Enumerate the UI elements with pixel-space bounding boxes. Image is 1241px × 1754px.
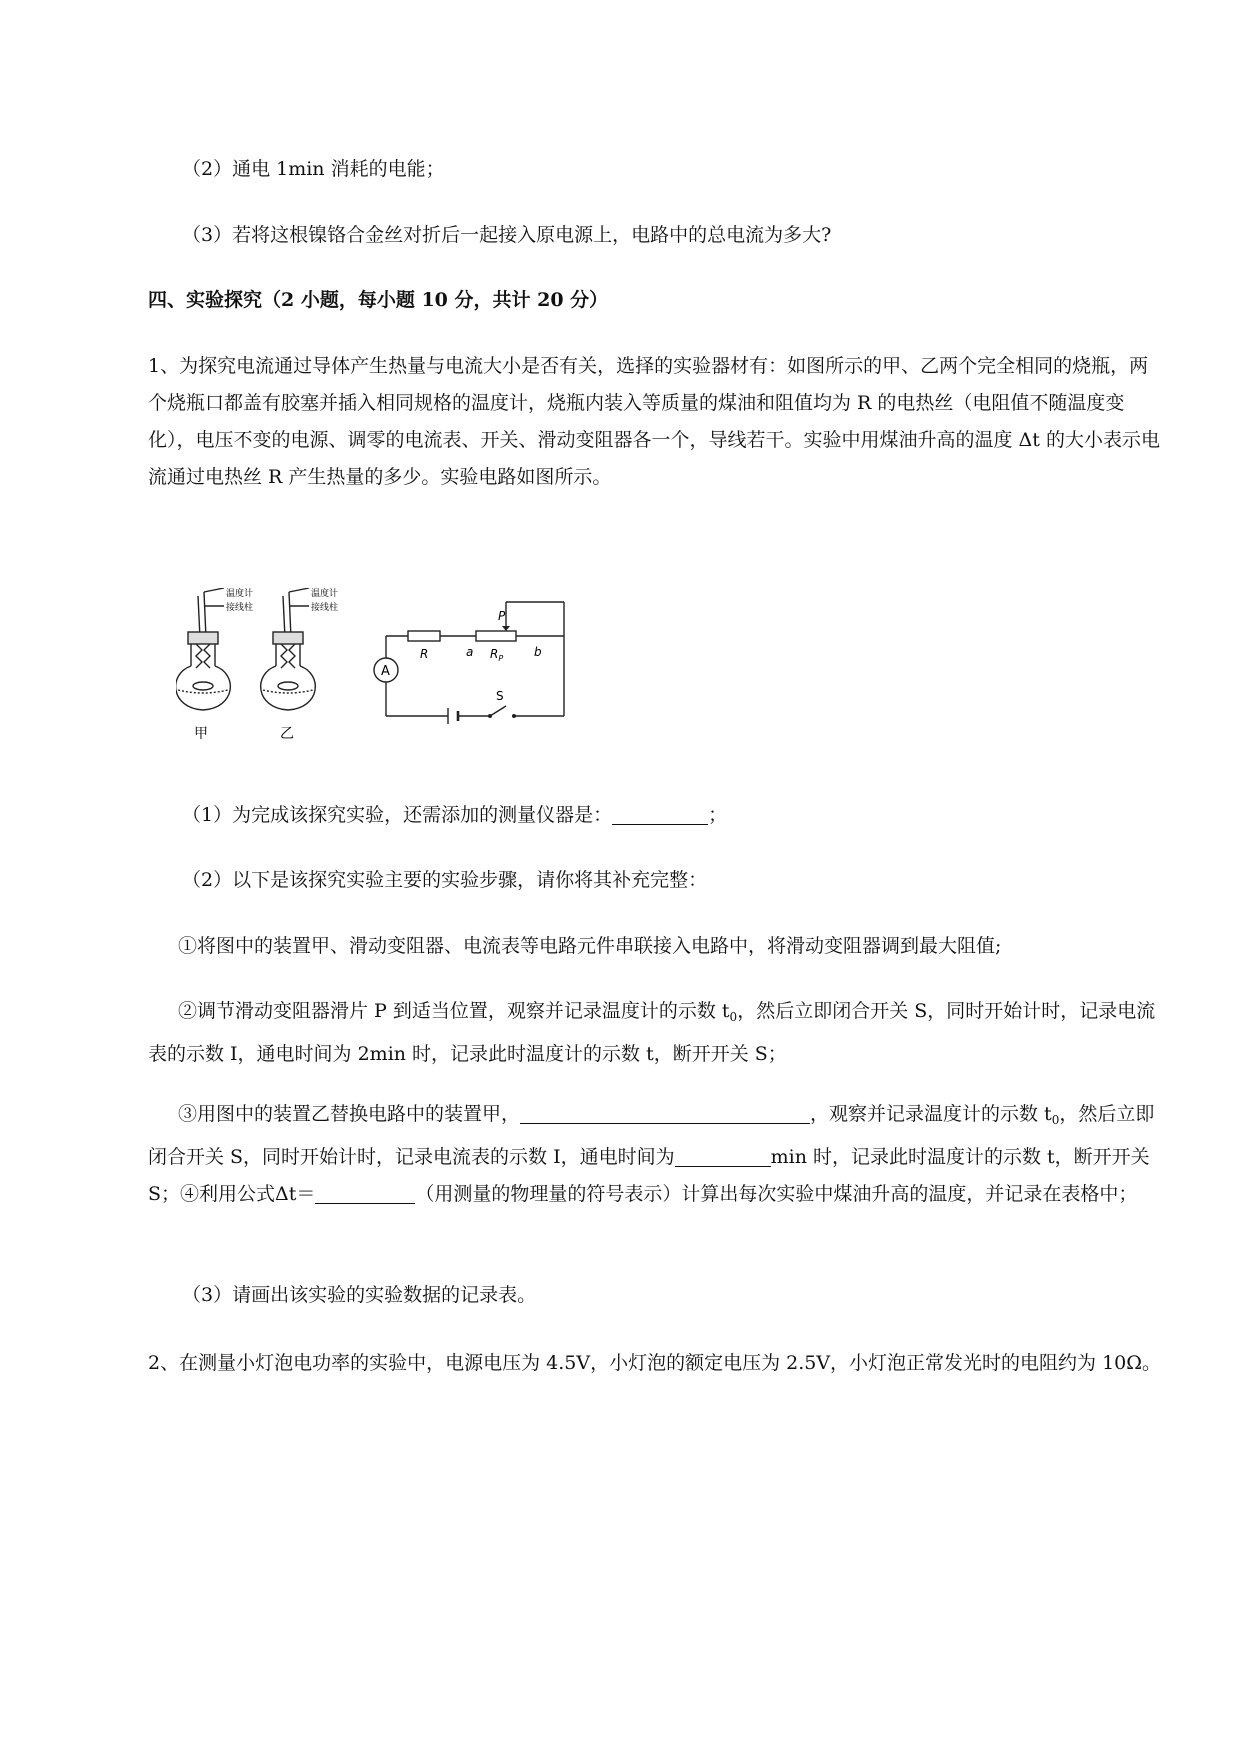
slider-arrow-icon — [502, 626, 510, 631]
resistor-label: R — [420, 647, 429, 661]
ammeter-label: A — [381, 664, 390, 679]
experiment-2-intro: 2、在测量小灯泡电功率的实验中，电源电压为 4.5V，小灯泡的额定电压为 2.5V，小灯泡正常发光时的电阻约为 10Ω。 — [148, 1352, 1162, 1374]
point-a-label: a — [466, 645, 474, 659]
flask-jia-icon — [176, 588, 230, 710]
switch-label: S — [496, 689, 504, 703]
experiment-step-1: ①将图中的装置甲、滑动变阻器、电流表等电路元件串联接入电路中，将滑动变阻器调到最大阻值; — [178, 935, 1002, 957]
slider-label: P — [498, 609, 506, 623]
rheostat-label: $R_P$ — [490, 647, 504, 663]
experiment-1-part-2: （2）以下是该探究实验主要的实验步骤，请你将其补充完整： — [182, 869, 708, 891]
question-part-2: （2）通电 1min 消耗的电能； — [182, 158, 445, 180]
experiment-1-part-3: （3）请画出该实验的实验数据的记录表。 — [182, 1284, 537, 1306]
answer-blank-formula[interactable] — [315, 1181, 415, 1204]
thermometer-label-yi: 温度计 — [311, 589, 339, 599]
experiment-1-part-1: （1）为完成该探究实验，还需添加的测量仪器是： ； — [182, 804, 728, 826]
answer-blank-step-3[interactable] — [520, 1101, 810, 1124]
answer-blank-instrument[interactable] — [612, 802, 708, 825]
switch-contact-icon — [512, 714, 516, 718]
rheostat-icon — [476, 631, 516, 641]
resistor-r-icon — [408, 631, 440, 641]
question-part-3: （3）若将这根镍铬合金丝对折后一起接入原电源上，电路中的总电流为多大? — [182, 224, 832, 246]
flask-yi-icon — [261, 588, 316, 710]
circuit-wires — [386, 602, 564, 716]
section-heading: 四、实验探究（2 小题，每小题 10 分，共计 20 分） — [148, 289, 609, 311]
terminal-label-yi: 接线柱 — [311, 603, 339, 613]
answer-blank-time[interactable] — [675, 1144, 771, 1167]
experiment-1-intro: 1、为探究电流通过导体产生热量与电流大小是否有关，选择的实验器材有：如图所示的甲、乙两个完全相同的烧瓶，两个烧瓶口都盖有胶塞并插入相同规格的温度计，烧瓶内装入等质量的煤油和阻值均为 R 的电热丝（电阻值不随温度变化），电压不变的电源、调零的电流表、开关、滑动变阻器各一个，导线若干。实验中用煤油升高的温度 Δt 的大小表示电流通过电热丝 R 产生热量的多少。实验电路如图所示。 — [148, 355, 1160, 488]
flask-jia-label: 甲 — [194, 726, 208, 742]
point-b-label: b — [534, 645, 542, 659]
flask-yi-label: 乙 — [280, 726, 294, 742]
experiment-circuit-figure — [176, 588, 576, 748]
experiment-step-2: ②调节滑动变阻器滑片 P 到适当位置，观察并记录温度计的示数 $t_0$，然后立即闭合开关 S，同时开始计时，记录电流表的示数 I，通电时间为 2min 时，记录此时温度计的示数 t，断开开关 S； — [148, 1000, 1156, 1065]
thermometer-label-jia: 温度计 — [226, 589, 254, 599]
experiment-step-3: ③用图中的装置乙替换电路中的装置甲， ，观察并记录温度计的示数 $t_0$，然后立即闭合开关 S，同时开始计时，记录电流表的示数 I，通电时间为 min 时，记录此时温度计的示数 t，断开开关 S；④利用公式Δt＝ （用测量的物理量的符号表示）计算出每次实验中煤油升高的温度，并记录在表格中； — [148, 1103, 1155, 1205]
terminal-label-jia: 接线柱 — [226, 603, 254, 613]
switch-contact-icon — [488, 714, 492, 718]
